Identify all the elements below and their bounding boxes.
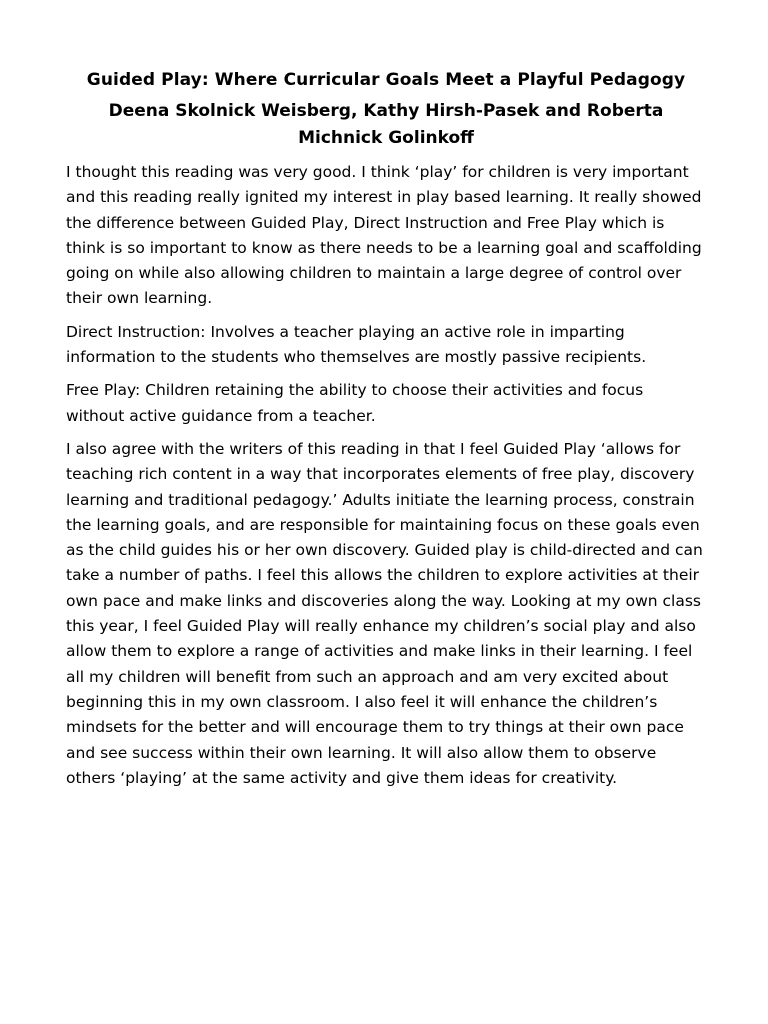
document-page — [66, 66, 706, 799]
paragraph-guided-play: I also agree with the writers of this reading in that I feel Guided Play ‘allows for teaching rich content in a way that incorporates elements of free play, discovery learning and traditional pedagogy.’ Adults initiate the learning process, constrain the learning goals, and are responsible for maintaining focus on these goals even as the child guides his or her own discovery. Guided play is child-directed and can take a number of paths. I feel this allows the children to explore activities at their own pace and make links and discoveries along the way. Looking at my own class this year, I feel Guided Play will really enhance my children’s social play and also allow them to explore a range of activities and make links in their learning. I feel all my children will benefit from such an approach and am very excited about beginning this in my own classroom. I also feel it will enhance the children’s mindsets for the better and will encourage them to try things at their own pace and see success within their own learning. It will also allow them to observe others ‘playing’ at the same activity and give them ideas for creativity. — [66, 439, 703, 787]
paragraph-direct-instruction: Direct Instruction: Involves a teacher playing an active role in imparting information to the students who themselves are mostly passive recipients. — [66, 322, 647, 367]
paragraph-intro: I thought this reading was very good. I think ‘play’ for children is very important and this reading really ignited my interest in play based learning. It really showed the difference between Guided Play, Direct Instruction and Free Play which is think is so important to know as there needs to be a learning goal and scaffolding going on while also allowing children to maintain a large degree of control over their own learning. — [66, 163, 702, 308]
document-authors: Deena Skolnick Weisberg, Kathy Hirsh-Pasek and Roberta Michnick Golinkoff — [108, 101, 664, 148]
paragraph-free-play: Free Play: Children retaining the ability to choose their activities and focus without active guidance from a teacher. — [66, 381, 644, 425]
document-title: Guided Play: Where Curricular Goals Meet a Playful Pedagogy — [86, 70, 686, 90]
